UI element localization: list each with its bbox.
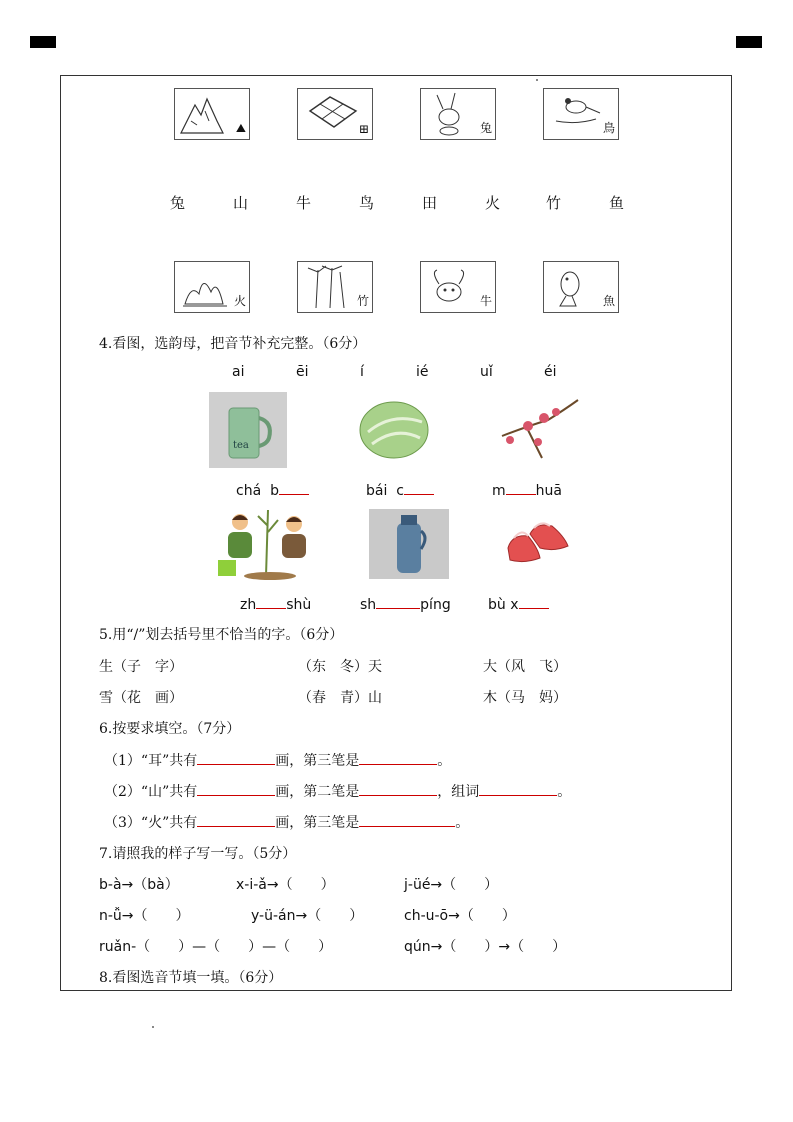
q7-item: qún→（ ）→（ ）	[404, 939, 567, 955]
q6-text: 。	[437, 753, 452, 769]
q7-item: b-à→（bà）	[99, 877, 179, 893]
answer-blank[interactable]	[256, 594, 286, 609]
vowel-option: ēi	[296, 364, 309, 380]
answer-blank[interactable]	[506, 480, 536, 495]
q5-item: （春 青）山	[298, 690, 382, 706]
cabbage-image	[352, 392, 434, 464]
plum-blossom-image	[498, 396, 582, 462]
q5-item: 生（子 字）	[99, 659, 183, 675]
q7-item: ruǎn-（ ）—（ ）—（ ）	[99, 939, 333, 955]
q6-text: 画，第三笔是	[275, 815, 360, 831]
q4-title: 4.看图，选韵母，把音节补充完整。（6分）	[99, 336, 367, 352]
speck	[536, 79, 538, 81]
char-item: 鸟	[359, 194, 375, 212]
pinyin-item-bu-xie	[488, 594, 549, 613]
q7-item: j-üé→（ ）	[404, 877, 499, 893]
q6-text: 。	[455, 815, 470, 831]
pinyin-item-bai-cai	[366, 480, 434, 499]
tree-planting-kids-image	[212, 506, 322, 580]
q6-line-1	[104, 750, 451, 770]
char-item: 兔	[170, 194, 186, 212]
ancient-fire-glyph: 火	[233, 294, 246, 308]
bird-pictograph-card	[543, 88, 619, 140]
q5-item: 木（马 妈）	[483, 690, 567, 706]
pinyin-second: huā	[535, 483, 562, 499]
pinyin-second: b	[270, 483, 279, 499]
mountain-pictograph-card	[174, 88, 250, 140]
speck	[152, 1026, 154, 1028]
pinyin-first: bái	[366, 483, 388, 499]
q6-text: 画，第三笔是	[275, 753, 360, 769]
pinyin-first: bù	[488, 597, 506, 613]
ancient-fish-glyph: 魚	[602, 294, 615, 308]
answer-blank[interactable]	[404, 480, 434, 495]
pinyin-second: shù	[286, 597, 312, 613]
answer-blank[interactable]	[479, 781, 557, 796]
q5-item: 雪（花 画）	[99, 690, 183, 706]
char-item: 田	[422, 194, 438, 212]
pinyin-item-cha-bei	[236, 480, 309, 499]
q6-text: ，组词	[437, 784, 480, 800]
char-item: 火	[485, 194, 501, 212]
q6-text: 。	[557, 784, 572, 800]
q6-title: 6.按要求填空。（7分）	[99, 721, 241, 737]
q5-item: （东 冬）天	[298, 659, 382, 675]
q6-line-3	[104, 812, 469, 832]
vowel-option: í	[360, 364, 364, 380]
answer-blank[interactable]	[279, 480, 309, 495]
char-item: 山	[233, 194, 249, 212]
rabbit-pictograph-card	[420, 88, 496, 140]
q8-title: 8.看图选音节填一填。（6分）	[99, 970, 283, 986]
ancient-rabbit-glyph: 兔	[479, 121, 492, 135]
q5-title: 5.用“/”划去括号里不恰当的字。（6分）	[99, 627, 344, 643]
q5-item: 大（风 飞）	[483, 659, 567, 675]
answer-blank[interactable]	[197, 812, 275, 827]
q7-item: n-ǚ→（ ）	[99, 908, 190, 924]
pinyin-first: m	[492, 483, 506, 499]
fire-pictograph-card	[174, 261, 250, 313]
answer-blank[interactable]	[197, 750, 275, 765]
ancient-bamboo-glyph: 竹	[356, 294, 369, 308]
char-item: 竹	[546, 194, 562, 212]
fish-pictograph-card	[543, 261, 619, 313]
q6-text: （2）“山”共有	[104, 784, 198, 800]
answer-blank[interactable]	[376, 594, 420, 609]
pinyin-item-shui-ping	[360, 594, 451, 613]
answer-blank[interactable]	[359, 750, 437, 765]
answer-blank[interactable]	[197, 781, 275, 796]
q6-line-2	[104, 781, 571, 801]
pinyin-second: c	[396, 483, 404, 499]
q7-item: ch-u-ō→（ ）	[404, 908, 516, 924]
q6-text: （3）“火”共有	[104, 815, 198, 831]
ancient-field-glyph: ⊞	[358, 122, 369, 136]
corner-mark-left	[30, 36, 56, 48]
vowel-option: éi	[544, 364, 557, 380]
pinyin-first: sh	[360, 597, 377, 613]
pinyin-second: píng	[420, 597, 451, 613]
field-pictograph-card	[297, 88, 373, 140]
q7-title: 7.请照我的样子写一写。（5分）	[99, 846, 297, 862]
ancient-bird-glyph: 鳥	[602, 121, 615, 135]
q6-text: 画，第二笔是	[275, 784, 360, 800]
q6-text: （1）“耳”共有	[104, 753, 198, 769]
vowel-option: ié	[416, 364, 429, 380]
bamboo-pictograph-card	[297, 261, 373, 313]
answer-blank[interactable]	[359, 781, 437, 796]
char-item: 牛	[296, 194, 312, 212]
q7-item: x-i-ǎ→（ ）	[236, 877, 335, 893]
thermos-image	[369, 509, 449, 579]
ancient-ox-glyph: 牛	[479, 294, 492, 308]
vowel-option: uǐ	[480, 364, 493, 380]
tea-cup-image	[209, 392, 287, 468]
pinyin-item-zhi-shu	[240, 594, 311, 613]
ancient-mountain-glyph: ⛰	[235, 121, 246, 135]
char-item: 鱼	[609, 194, 625, 212]
red-shoes-image	[504, 514, 574, 570]
vowel-option: ai	[232, 364, 245, 380]
pinyin-item-mei-hua	[492, 480, 562, 499]
q7-item: y-ü-án→（ ）	[251, 908, 364, 924]
corner-mark-right	[736, 36, 762, 48]
ox-pictograph-card	[420, 261, 496, 313]
pinyin-first: chá	[236, 483, 262, 499]
svg-text:tea: tea	[233, 440, 249, 451]
pinyin-second: x	[510, 597, 519, 613]
answer-blank[interactable]	[519, 594, 549, 609]
pinyin-first: zh	[240, 597, 257, 613]
answer-blank[interactable]	[359, 812, 455, 827]
